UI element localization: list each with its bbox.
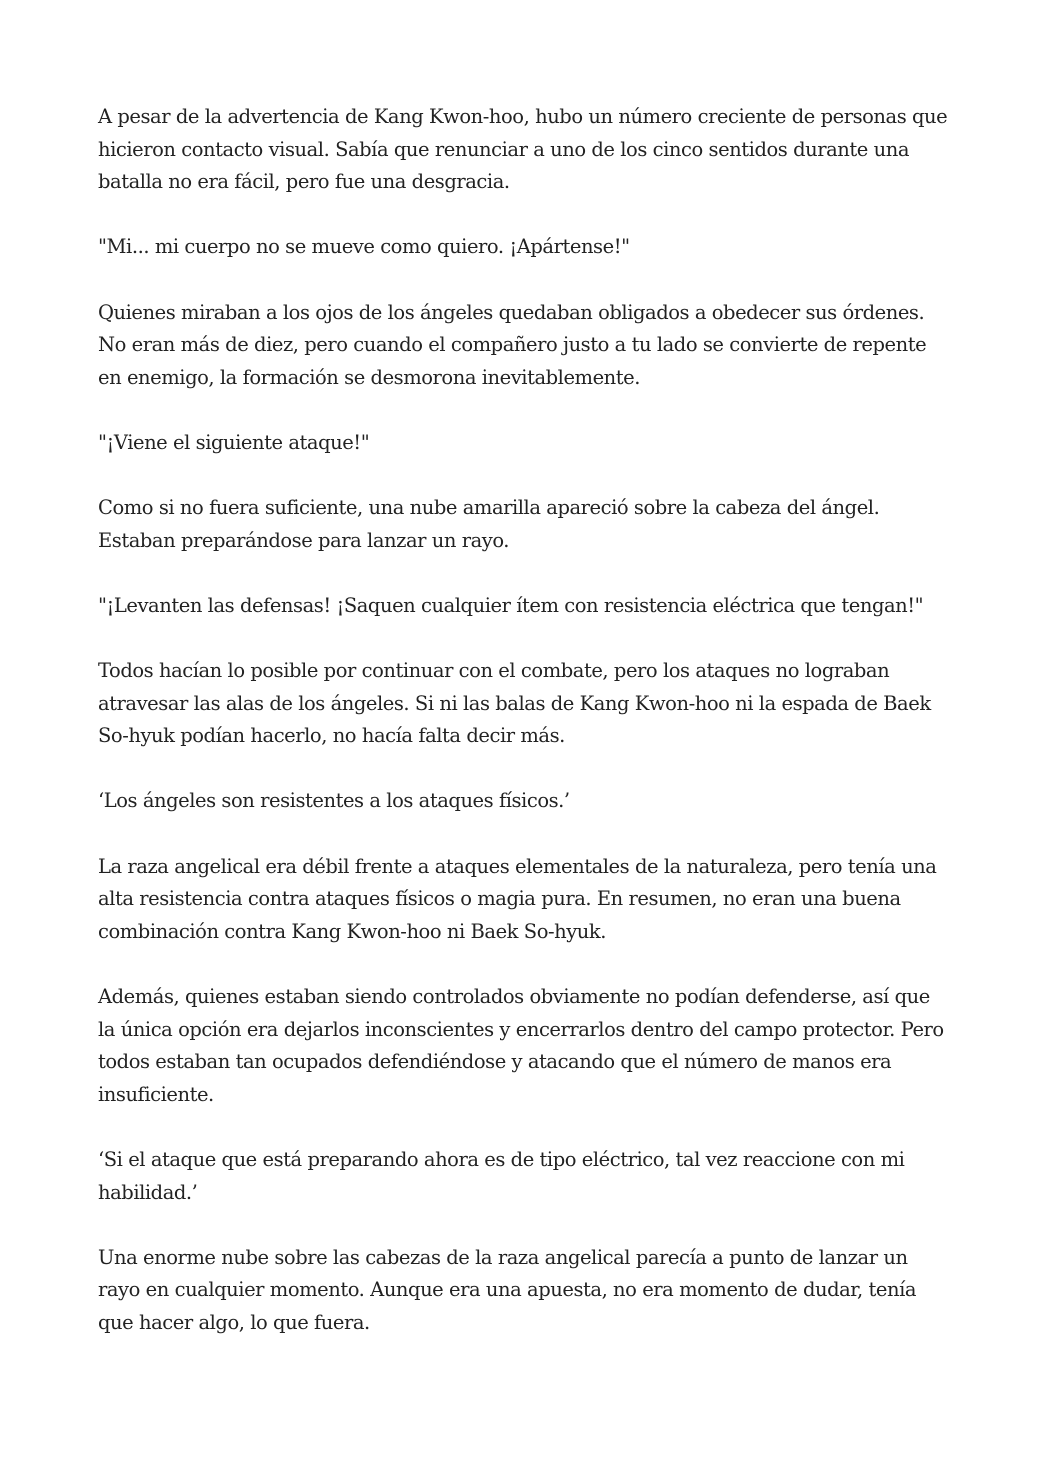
paragraph-6: "¡Levanten las defensas! ¡Saquen cualquier ítem con resistencia eléctrica que tengan!" [98,593,924,617]
paragraph-11: ‘Si el ataque que está preparando ahora es de tipo eléctrico, tal vez reaccione con mi habilidad.’ [98,1148,905,1204]
paragraph-4: "¡Viene el siguiente ataque!" [98,430,370,454]
paragraph-10: Además, quienes estaban siendo controlados obviamente no podían defenderse, así que la única opción era dejarlos inconscientes y encerrarlos dentro del campo protector. Pero todos estaban tan ocupados defendiéndose y atacando que el número de manos era insuficiente. [98,985,944,1106]
paragraph-3: Quienes miraban a los ojos de los ángeles quedaban obligados a obedecer sus órdenes. No eran más de diez, pero cuando el compañero justo a tu lado se convierte de repente en enemigo, la formación se desmorona inevitablemente. [98,300,927,389]
paragraph-5: Como si no fuera suficiente, una nube amarilla apareció sobre la cabeza del ángel. Estaban preparándose para lanzar un rayo. [98,496,880,552]
paragraph-9: La raza angelical era débil frente a ataques elementales de la naturaleza, pero tenía una alta resistencia contra ataques físicos o magia pura. En resumen, no eran una buena combinación contra Kang Kwon-hoo ni Baek So-hyuk. [98,854,937,943]
paragraph-1: A pesar de la advertencia de Kang Kwon-hoo, hubo un número creciente de personas que hicieron contacto visual. Sabía que renunciar a uno de los cinco sentidos durante una batalla no era fácil, pero fue una desgracia. [98,105,948,194]
paragraph-8: ‘Los ángeles son resistentes a los ataques físicos.’ [98,789,570,813]
paragraph-2: "Mi... mi cuerpo no se mueve como quiero. ¡Apártense!" [98,235,630,259]
paragraph-12: Una enorme nube sobre las cabezas de la raza angelical parecía a punto de lanzar un rayo en cualquier momento. Aunque era una apuesta, no era momento de dudar, tenía que hacer algo, lo que fuera. [98,1245,917,1334]
paragraph-7: Todos hacían lo posible por continuar con el combate, pero los ataques no lograban atravesar las alas de los ángeles. Si ni las balas de Kang Kwon-hoo ni la espada de Baek So-hyuk podían hacerlo, no hacía falta decir más. [98,659,931,748]
document-page [98,101,948,1372]
